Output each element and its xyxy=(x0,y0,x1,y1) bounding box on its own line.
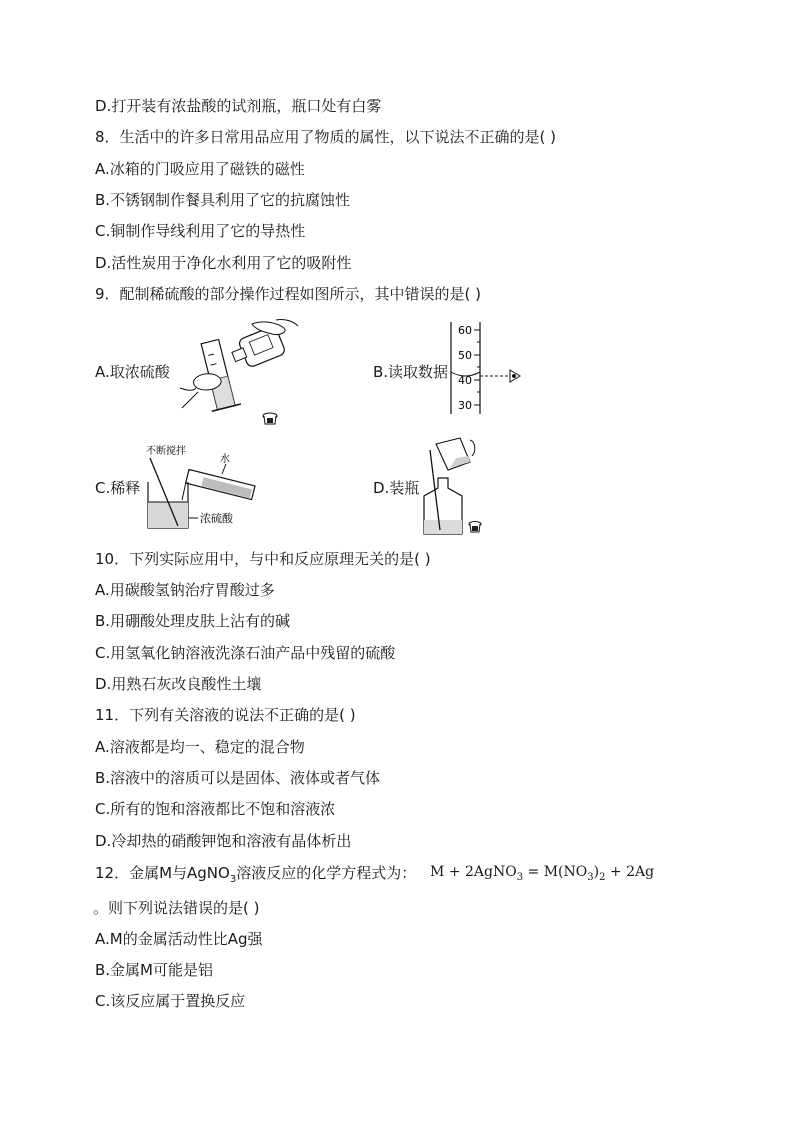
eq-part: ) xyxy=(593,864,600,880)
q7-option-d: D.打开装有浓盐酸的试剂瓶，瓶口处有白雾 xyxy=(95,97,382,115)
q10-option-c: C.用氢氧化钠溶液洗涤石油产品中残留的硫酸 xyxy=(95,644,396,662)
q11-option-b: B.溶液中的溶质可以是固体、液体或者气体 xyxy=(95,769,381,787)
q8-option-b: B.不锈钢制作餐具利用了它的抗腐蚀性 xyxy=(95,191,351,209)
figure-a-label: A.取浓硫酸 xyxy=(95,363,170,381)
eq-sub: 2 xyxy=(599,871,606,883)
acid-label: 浓硫酸 xyxy=(200,512,233,525)
q8-option-d: D.活性炭用于净化水利用了它的吸附性 xyxy=(95,254,352,272)
eq-part: + 2Ag xyxy=(605,864,655,880)
water-label: 水 xyxy=(220,454,230,465)
q12-continuation: 。则下列说法错误的是( ) xyxy=(93,899,260,917)
eq-part: = M(NO xyxy=(523,864,588,880)
q8-option-c: C.铜制作导线利用了它的导热性 xyxy=(95,222,306,240)
q12-stem-sub: 3 xyxy=(229,874,237,885)
stir-label: 不断搅拌 xyxy=(146,446,186,457)
q11-option-a: A.溶液都是均一、稳定的混合物 xyxy=(95,738,305,756)
figure-b-label: B.读取数据 xyxy=(373,363,449,381)
q8-option-a: A.冰箱的门吸应用了磁铁的磁性 xyxy=(95,160,305,178)
q10-stem: 10．下列实际应用中，与中和反应原理无关的是( ) xyxy=(95,550,431,568)
figure-b-cylinder xyxy=(448,320,528,416)
q12-stem xyxy=(95,863,416,890)
tick-label: 30 xyxy=(458,399,472,412)
q12-option-a: A.M的金属活动性比Ag强 xyxy=(95,930,263,948)
q10-option-b: B.用硼酸处理皮肤上沾有的碱 xyxy=(95,612,291,630)
figure-c-dilution xyxy=(142,442,262,532)
eq-sub: 3 xyxy=(516,871,524,883)
q12-stem-b: 溶液反应的化学方程式为： xyxy=(236,864,417,882)
q10-option-a: A.用碳酸氢钠治疗胃酸过多 xyxy=(95,581,275,599)
q9-stem: 9．配制稀硫酸的部分操作过程如图所示，其中错误的是( ) xyxy=(95,285,482,303)
q10-option-d: D.用熟石灰改良酸性土壤 xyxy=(95,675,262,693)
figure-a-pouring xyxy=(176,318,306,430)
q8-stem: 8．生活中的许多日常用品应用了物质的属性，以下说法不正确的是( ) xyxy=(95,128,557,146)
q12-stem-a: 12．金属M与AgNO xyxy=(95,864,230,882)
chemical-equation xyxy=(430,861,654,889)
figure-c-label: C.稀释 xyxy=(95,479,141,497)
q12-option-b: B.金属M可能是铝 xyxy=(95,961,214,979)
figure-d-label: D.装瓶 xyxy=(373,479,420,497)
tick-label: 50 xyxy=(458,349,472,362)
q12-option-c: C.该反应属于置换反应 xyxy=(95,992,246,1010)
tick-label: 40 xyxy=(458,374,472,387)
q11-option-c: C.所有的饱和溶液都比不饱和溶液浓 xyxy=(95,800,336,818)
figure-d-bottling xyxy=(418,434,488,538)
q11-stem: 11．下列有关溶液的说法不正确的是( ) xyxy=(95,706,356,724)
eq-sub: 3 xyxy=(587,871,594,883)
eq-part: M + 2AgNO xyxy=(430,864,517,880)
q11-option-d: D.冷却热的硝酸钾饱和溶液有晶体析出 xyxy=(95,832,352,850)
tick-label: 60 xyxy=(458,324,472,337)
